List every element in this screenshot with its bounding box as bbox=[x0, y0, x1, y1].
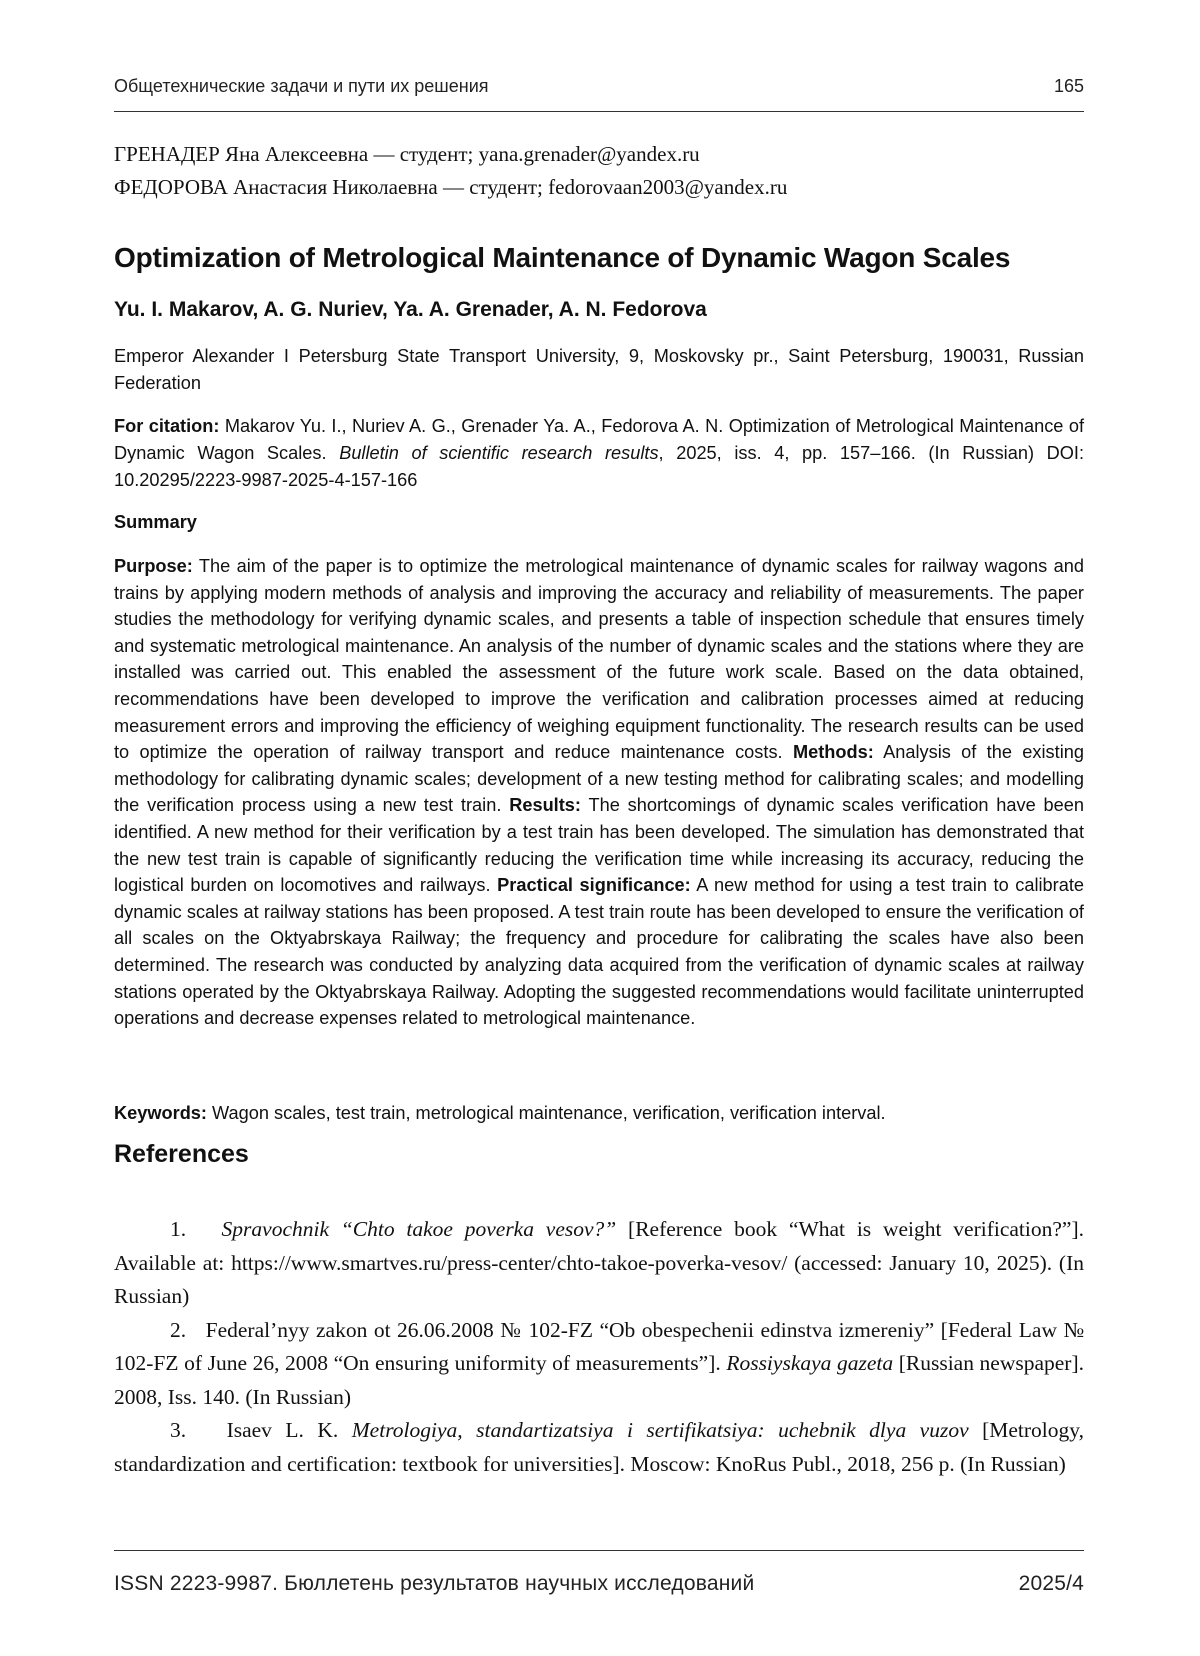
running-title: Общетехнические задачи и пути их решения bbox=[114, 76, 489, 96]
practical-text: A new method for using a test train to calibrate dynamic scales at railway stations has been proposed. A test train route has been developed to ensure the verification of all scales on the Oktyabrskaya Railway; the frequency and procedure for calibrating the scales have also been determined. The research was conducted by analyzing data acquired from the verification of dynamic scales at railway stations operated by the Oktyabrskaya Railway. Adopting the suggested recommendations would facilitate uninterrupted operations and decrease expenses related to metrological maintenance. bbox=[114, 875, 1085, 1029]
reference-number: 1. bbox=[170, 1217, 187, 1241]
affiliation: Emperor Alexander I Petersburg State Transport University, 9, Moskovsky pr., Saint Petersburg, 190031, Russian Federation bbox=[114, 346, 1084, 393]
running-header bbox=[114, 76, 1084, 104]
reference-text: Isaev L. K. bbox=[226, 1418, 352, 1442]
reference-details: [Metrology, standardization and certification: textbook for universities]. Moscow: KnoRus Publ., 2018, 256 p. (In Russian) bbox=[114, 1418, 1085, 1476]
reference-number: 3. bbox=[170, 1418, 187, 1442]
page-number: 165 bbox=[1053, 76, 1084, 96]
summary-heading: Summary bbox=[114, 512, 197, 532]
reference-item bbox=[114, 1314, 1084, 1415]
reference-details: [Russian newspaper]. 2008, Iss. 140. (In Russian) bbox=[114, 1351, 1085, 1409]
keywords-label: Keywords: bbox=[114, 1103, 207, 1123]
reference-item bbox=[114, 1414, 1084, 1481]
abstract-body bbox=[114, 553, 1084, 1032]
citation-label: For citation: bbox=[114, 416, 220, 436]
methods-text: Analysis of the existing methodology for calibrating dynamic scales; development of a new testing method for calibrating scales; and modelling the verification process using a new test train. bbox=[114, 742, 1084, 816]
footer-rule bbox=[114, 1550, 1084, 1551]
citation-journal: Bulletin of scientific research results bbox=[339, 443, 659, 463]
author-info-fedorova: ФЕДОРОВА Анастасия Николаевна — студент; fedorovaan2003@yandex.ru bbox=[114, 175, 788, 199]
reference-source: Rossiyskaya gazeta bbox=[726, 1351, 894, 1375]
article-authors: Yu. I. Makarov, A. G. Nuriev, Ya. A. Grenader, A. N. Fedorova bbox=[114, 298, 707, 321]
header-rule bbox=[114, 111, 1084, 112]
footer-issue: 2025/4 bbox=[1018, 1572, 1084, 1595]
citation-block bbox=[114, 413, 1084, 494]
reference-title: Spravochnik “Chto takoe poverka vesov?” bbox=[221, 1217, 617, 1241]
methods-label: Methods: bbox=[792, 742, 874, 763]
footer-issn: ISSN 2223-9987. Бюллетень результатов научных исследований bbox=[114, 1572, 755, 1595]
citation-details: , 2025, iss. 4, pp. 157–166. (In Russian) DOI: 10.20295/2223-9987-2025-4-157-166 bbox=[114, 443, 1084, 490]
results-label: Results: bbox=[509, 795, 581, 816]
reference-details: [Reference book “What is weight verification?”]. Available at: https://www.smartves.ru/press-center/chto-takoe-poverka-vesov/ (accessed: January 10, 2025). (In Russian) bbox=[114, 1217, 1084, 1308]
purpose-text: The aim of the paper is to optimize the metrological maintenance of dynamic scales for railway wagons and trains by applying modern methods of analysis and improving the accuracy and reliability of measurements. The paper studies the methodology for verifying dynamic scales, and presents a table of inspection schedule that ensures timely and systematic metrological maintenance. An analysis of the number of dynamic scales and the stations where they are installed was carried out. This enabled the assessment of the future work scale. Based on the data obtained, recommendations have been developed to improve the verification and calibration processes aimed at reducing measurement errors and improving the efficiency of weighing equipment functionality. The research results can be used to optimize the operation of railway transport and reduce maintenance costs. bbox=[114, 556, 1084, 763]
keywords-text: Wagon scales, test train, metrological maintenance, verification, verification interval. bbox=[206, 1103, 886, 1123]
references-list bbox=[114, 1213, 1084, 1481]
results-text: The shortcomings of dynamic scales verification have been identified. A new method for their verification by a test train has been developed. The simulation has demonstrated that the new test train is capable of significantly reducing the verification time while increasing its accuracy, reducing the logistical burden on locomotives and railways. bbox=[114, 795, 1085, 896]
references-heading: References bbox=[114, 1140, 249, 1168]
citation-text: Makarov Yu. I., Nuriev A. G., Grenader Ya. A., Fedorova A. N. Optimization of Metrological Maintenance of Dynamic Wagon Scales. bbox=[114, 416, 1084, 463]
purpose-label: Purpose: bbox=[114, 556, 193, 576]
reference-number: 2. bbox=[170, 1317, 187, 1342]
reference-text: Federal’nyy zakon ot 26.06.2008 № 102-FZ “Ob obespechenii edinstva izmereniy” [Federal Law № 102-FZ of June 26, 2008 “On ensuring uniformity of measurements”]. bbox=[114, 1317, 1084, 1375]
author-info-grenader: ГРЕНАДЕР Яна Алексеевна — студент; yana.grenader@yandex.ru bbox=[114, 142, 700, 166]
practical-label: Practical significance: bbox=[497, 875, 691, 896]
article-title: Optimization of Metrological Maintenance of Dynamic Wagon Scales bbox=[114, 242, 1011, 273]
reference-item bbox=[114, 1213, 1084, 1314]
keywords bbox=[114, 1100, 1084, 1127]
reference-title: Metrologiya, standartizatsiya i sertifikatsiya: uchebnik dlya vuzov bbox=[351, 1418, 969, 1442]
